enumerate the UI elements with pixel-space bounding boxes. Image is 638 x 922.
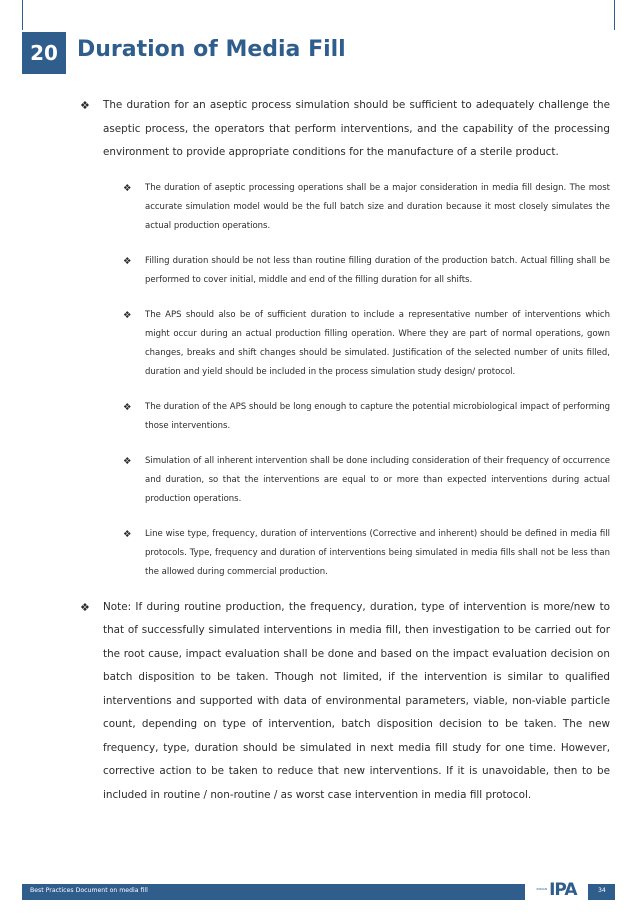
logo-side-text: INDIAN: [536, 887, 548, 892]
diamond-bullet-icon: ❖: [80, 99, 90, 112]
footer-document-title: Best Practices Document on media fill: [30, 887, 148, 894]
ipa-logo: [525, 878, 588, 902]
footer-bar: [22, 880, 615, 900]
sub-point-text: The APS should also be of sufficient duration to include a representative number of interventions which might occur during an actual production filling operation. Where they are part of normal operations, gown changes, breaks and shift changes should be simulated. Justification of the selected number of units filled, duration and yield should be included in the process simulation study design/ protocol.: [145, 309, 610, 377]
diamond-bullet-icon: ❖: [123, 255, 132, 267]
top-rule-left: [22, 0, 23, 30]
logo-text: IPA: [549, 880, 577, 900]
diamond-bullet-icon: ❖: [123, 309, 132, 321]
sub-point: [123, 398, 610, 436]
section-title: Duration of Media Fill: [77, 37, 346, 62]
diamond-bullet-icon: ❖: [80, 600, 90, 614]
sub-point: [123, 306, 610, 382]
document-body: [80, 94, 610, 807]
top-rule-right: [614, 0, 615, 30]
note-text: Note: If during routine production, the frequency, duration, type of intervention is more/new to that of successfully simulated interventions in media fill, then investigation to be carried out for the root cause, impact evaluation shall be done and based on the impact evaluation decision on batch disposition to be taken. Though not limited, if the intervention is similar to qualified interventions and supported with data of environmental parameters, viable, non-viable particle count, depending on type of intervention, batch disposition decision to be taken. The new frequency, type, duration should be simulated in next media fill study for one time. However, corrective action to be taken to reduce that new interventions. If it is unavoidable, then to be included in routine / non-routine / as worst case intervention in media fill protocol.: [103, 600, 610, 801]
page-header: [0, 0, 638, 80]
page-number: 34: [598, 887, 606, 894]
intro-paragraph: [80, 94, 610, 165]
section-number-badge: 20: [22, 32, 66, 74]
sub-point-text: Filling duration should be not less than routine filling duration of the production batch. Actual filling shall be performed to cover initial, middle and end of the filling duration for all shifts.: [145, 255, 610, 285]
sub-point-text: Line wise type, frequency, duration of interventions (Corrective and inherent) should be defined in media fill protocols. Type, frequency and duration of interventions being simulated in media fills shall not be less than the allowed during commercial production.: [145, 528, 610, 577]
intro-text: The duration for an aseptic process simulation should be sufficient to adequately challenge the aseptic process, the operators that perform interventions, and the capability of the processing environment to provide appropriate conditions for the manufacture of a sterile product.: [103, 99, 610, 158]
sub-point: [123, 252, 610, 290]
sub-point: [123, 452, 610, 509]
diamond-bullet-icon: ❖: [123, 528, 132, 540]
sub-point-text: The duration of the APS should be long enough to capture the potential microbiological impact of performing those interventions.: [145, 401, 610, 431]
sub-point-text: The duration of aseptic processing operations shall be a major consideration in media fill design. The most accurate simulation model would be the full batch size and duration because it most closely simulates the actual production operations.: [145, 182, 610, 231]
diamond-bullet-icon: ❖: [123, 455, 132, 467]
diamond-bullet-icon: ❖: [123, 401, 132, 413]
diamond-bullet-icon: ❖: [123, 182, 132, 194]
sub-point: [123, 525, 610, 582]
note-paragraph: [80, 596, 610, 808]
sub-point-text: Simulation of all inherent intervention shall be done including consideration of their frequency of occurrence and duration, so that the interventions are equal to or more than expected interventions during actual production operations.: [145, 455, 610, 504]
sub-point: [123, 179, 610, 236]
